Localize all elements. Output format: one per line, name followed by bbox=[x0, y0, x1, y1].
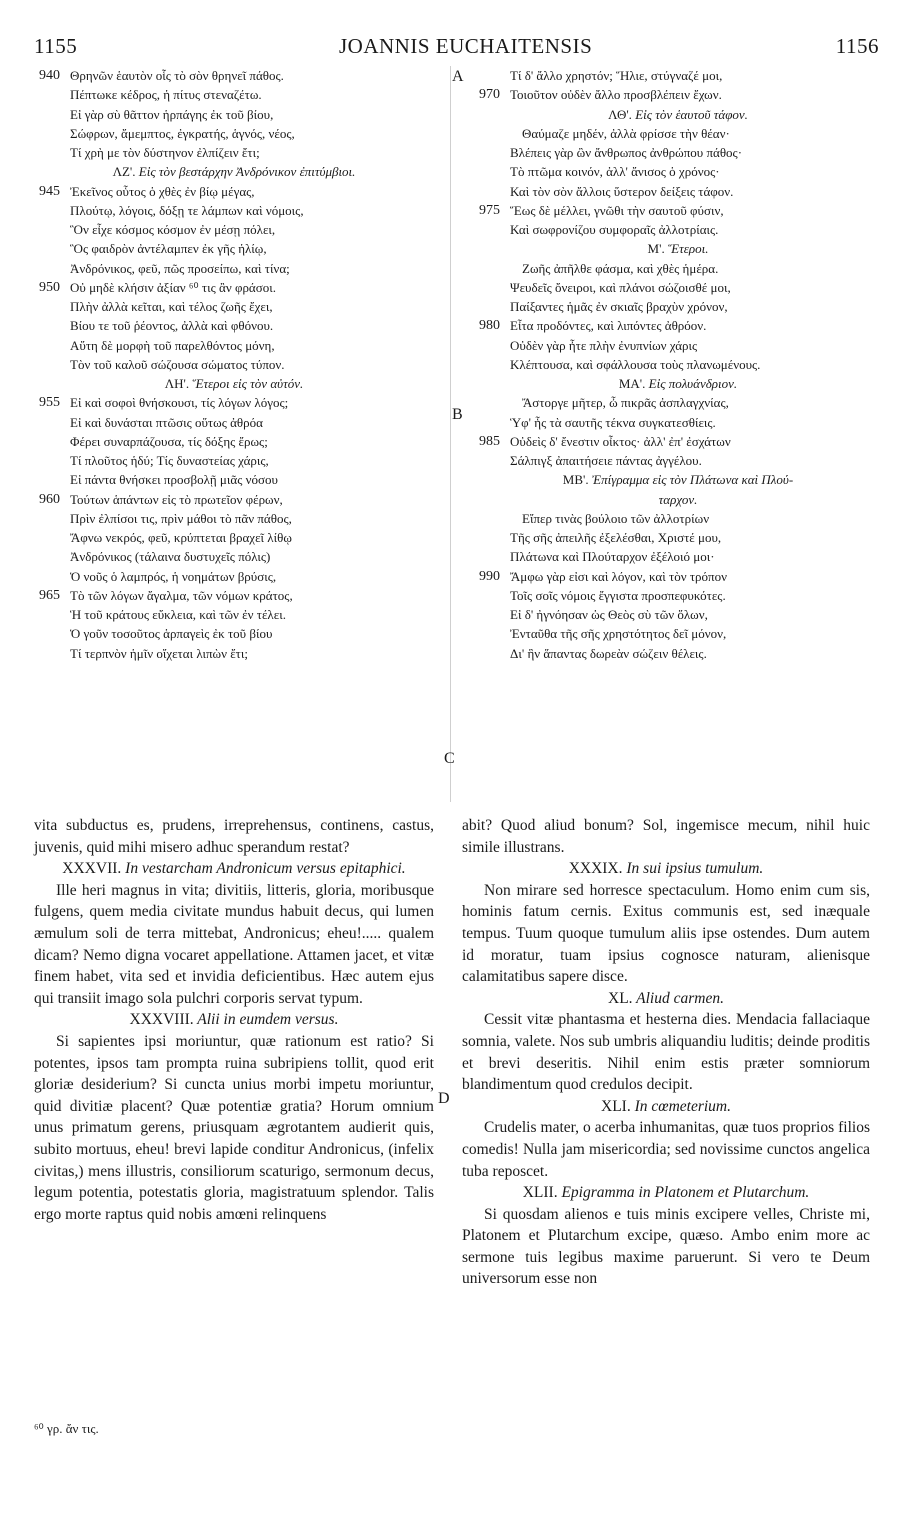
line-number: 945 bbox=[39, 183, 60, 199]
verse-text: Θρηνῶν ἑαυτὸν οἷς τὸ σὸν θρηνεῖ πάθος. bbox=[70, 68, 284, 83]
verse-line bbox=[28, 586, 440, 605]
verse-text: Τῆς σῆς ἀπειλῆς ἐξελέσθαι, Χριστέ μου, bbox=[510, 530, 722, 545]
latin-column-left bbox=[34, 815, 434, 1225]
verse-text: Ζωῆς ἀπῆλθε φάσμα, καὶ χθὲς ἡμέρα. bbox=[522, 260, 719, 276]
section-number: XXXVIII. bbox=[129, 1011, 194, 1029]
verse-line bbox=[468, 413, 888, 432]
verse-line bbox=[468, 162, 888, 181]
verse-line bbox=[28, 624, 440, 643]
verse-line bbox=[468, 586, 888, 605]
margin-marker-c: C bbox=[444, 750, 455, 767]
verse-heading-number: Μ'. bbox=[647, 241, 665, 257]
verse-heading bbox=[28, 374, 440, 393]
line-number: 940 bbox=[39, 68, 60, 83]
verse-text: Ὃν εἶχε κόσμος κόσμον ἐν μέσῃ πόλει, bbox=[70, 222, 276, 237]
verse-line bbox=[28, 201, 440, 220]
running-title: JOANNIS EUCHAITENSIS bbox=[339, 34, 593, 58]
verse-text: Ὁ γοῦν τοσοῦτος ἁρπαγεὶς ἐκ τοῦ βίου bbox=[70, 626, 273, 642]
verse-text: Ἄμφω γὰρ εἰσι καὶ λόγον, καὶ τὸν τρόπον bbox=[510, 568, 727, 584]
verse-text: Εἰ καὶ δυνάσται πτῶσις οὕτως ἀθρόα bbox=[70, 414, 263, 430]
verse-text: Σάλπιγξ ἀπαιτήσειε πάντας ἀγγέλου. bbox=[510, 453, 702, 468]
latin-paragraph: Si sapientes ipsi moriuntur, quæ rationum est ratio? Si potentes, ipsos tam prompta ruina subripiens tollit, quod erit gloriæ desiderium? Si cuncta unius morbi impetu moriuntur, quid divitiæ placent? Quæ potentiæ gratia? Horum omnium unus primatum gerens, priusquam ægrotantem audierit quis, subito mortuus, eheu! brevi lapide conditur Andronicus, (infelix civitas,) mens illustris, consiliorum scaturigo, sermonum decus, legum potentia, potestatis gloria, magistratuum splendor. Talis ergo morte raptus quid nobis amœni relinquens bbox=[34, 1032, 434, 1223]
verse-text: Ψευδεῖς ὄνειροι, καὶ πλάνοι σώζοισθέ μοι, bbox=[510, 279, 731, 295]
verse-heading-title: Ἐπίγραμμα εἰς τὸν Πλάτωνα καὶ Πλού- bbox=[591, 472, 794, 488]
section-title: Epigramma in Platonem et Plutarchum. bbox=[561, 1184, 810, 1202]
verse-line bbox=[468, 201, 888, 220]
verse-text: Ἄφνω νεκρός, φεῦ, κρύπτεται βραχεῖ λίθῳ bbox=[70, 530, 292, 545]
verse-text: Ἄστοργε μῆτερ, ὦ πικρᾶς ἀσπλαγχνίας, bbox=[522, 395, 729, 411]
verse-text: Βλέπεις γὰρ ὢν ἄνθρωπος ἀνθρώπου πάθος· bbox=[510, 145, 743, 160]
page-header bbox=[34, 34, 879, 58]
verse-text: Βίου τε τοῦ ῥέοντος, ἀλλὰ καὶ φθόνου. bbox=[70, 318, 274, 334]
verse-line bbox=[468, 509, 888, 528]
section-title: In cœmeterium. bbox=[634, 1097, 731, 1115]
verse-heading bbox=[468, 490, 888, 509]
verse-line bbox=[468, 355, 888, 374]
section-heading bbox=[462, 1182, 870, 1204]
verse-text: Εἴπερ τινὰς βούλοιο τῶν ἀλλοτρίων bbox=[522, 510, 710, 526]
verse-text: Ἀνδρόνικος, φεῦ, πῶς προσείπω, καὶ τίνα; bbox=[70, 260, 290, 276]
page-number-left: 1155 bbox=[34, 34, 78, 58]
verse-line bbox=[468, 220, 888, 239]
section-number: XLII. bbox=[522, 1184, 558, 1202]
line-number: 975 bbox=[479, 202, 500, 218]
section-heading bbox=[34, 858, 434, 880]
verse-line bbox=[28, 490, 440, 509]
verse-line bbox=[28, 509, 440, 528]
verse-heading-title: Εἰς πολυάνδριον. bbox=[648, 376, 738, 391]
page-number-right: 1156 bbox=[835, 34, 879, 58]
verse-line bbox=[28, 124, 440, 143]
margin-marker-a: A bbox=[452, 68, 464, 85]
section-number: XXXIX. bbox=[568, 860, 623, 878]
verse-line bbox=[28, 451, 440, 470]
verse-text: Οὐ μηδὲ κλήσιν ἀξίαν ⁶⁰ τις ἂν φράσοι. bbox=[70, 279, 277, 295]
margin-marker-d: D bbox=[438, 1090, 450, 1107]
section-title: In sui ipsius tumulum. bbox=[626, 860, 764, 878]
verse-line bbox=[468, 605, 888, 624]
verse-heading-number: ΜΒ'. bbox=[562, 472, 589, 488]
section-heading bbox=[462, 1096, 870, 1118]
verse-line bbox=[468, 259, 888, 278]
verse-heading-number: ΛΘ'. bbox=[608, 106, 632, 122]
verse-line bbox=[468, 85, 888, 104]
greek-column-left bbox=[28, 66, 440, 663]
verse-text: Τὸ τῶν λόγων ἄγαλμα, τῶν νόμων κράτος, bbox=[70, 587, 293, 603]
verse-text: Ἐκεῖνος οὗτος ὁ χθὲς ἐν βίῳ μέγας, bbox=[70, 183, 255, 199]
verse-line bbox=[468, 297, 888, 316]
verse-line bbox=[468, 547, 888, 566]
verse-line bbox=[468, 528, 888, 547]
verse-text: Τοῖς σοῖς νόμοις ἔγγιστα προσπεφυκότες. bbox=[510, 587, 726, 603]
verse-text: Εἰ καὶ σοφοὶ θνήσκουσι, τίς λόγων λόγος; bbox=[70, 395, 289, 411]
verse-text: Ἐνταῦθα τῆς σῆς χρηστότητος δεῖ μόνον, bbox=[510, 626, 727, 642]
verse-line bbox=[28, 432, 440, 451]
verse-text: Ὑφ' ἧς τὰ σαυτῆς τέκνα συγκατεσθίεις. bbox=[510, 414, 716, 430]
verse-line bbox=[28, 182, 440, 201]
verse-line bbox=[28, 393, 440, 412]
verse-line bbox=[468, 432, 888, 451]
verse-heading-number: ΜΑ'. bbox=[618, 376, 646, 391]
line-number: 960 bbox=[39, 491, 60, 507]
verse-text: Πλάτωνα καὶ Πλούταρχον ἐξέλοιό μοι· bbox=[510, 549, 715, 565]
verse-text: Εἰ δ' ἠγνόησαν ὡς Θεὸς σὺ τῶν ὅλων, bbox=[510, 607, 708, 622]
verse-text: Τούτων ἁπάντων εἰς τὸ πρωτεῖον φέρων, bbox=[70, 491, 283, 507]
line-number: 950 bbox=[39, 279, 60, 295]
footnote: ⁶⁰ γρ. ἄν τις. bbox=[34, 1421, 99, 1436]
verse-line bbox=[468, 66, 888, 85]
verse-text: Εἰ γὰρ σὺ θᾶττον ἡρπάγης ἐκ τοῦ βίου, bbox=[70, 106, 274, 122]
latin-paragraph: abit? Quod aliud bonum? Sol, ingemisce mecum, nihil huic simile illustrans. bbox=[462, 817, 870, 856]
verse-text: Πλὴν ἀλλὰ κεῖται, καὶ τέλος ζωῆς ἔχει, bbox=[70, 299, 273, 314]
verse-text: Τοιοῦτον οὐδὲν ἄλλο προσβλέπειν ἔχων. bbox=[510, 87, 722, 103]
verse-text: Αὕτη δὲ μορφὴ τοῦ παρελθόντος μόνη, bbox=[70, 337, 275, 353]
verse-text: Οὐδὲν γὰρ ἦτε πλὴν ἐνυπνίων χάρις bbox=[510, 337, 698, 353]
verse-heading bbox=[468, 374, 888, 393]
verse-line bbox=[468, 336, 888, 355]
section-number: XXXVII. bbox=[62, 860, 122, 878]
latin-column-right bbox=[462, 815, 870, 1290]
verse-line bbox=[28, 644, 440, 663]
verse-line bbox=[468, 393, 888, 412]
verse-line bbox=[28, 413, 440, 432]
verse-text: Καὶ τὸν σὸν ἄλλοις ὕστερον δείξεις τάφον. bbox=[510, 183, 734, 199]
verse-line bbox=[468, 143, 888, 162]
verse-text: Τὸ πτῶμα κοινόν, ἀλλ' ἄνισος ὁ χρόνος· bbox=[510, 164, 720, 180]
verse-text: Τί δ' ἄλλο χρηστόν; Ἥλιε, στύγναζέ μοι, bbox=[510, 68, 723, 83]
greek-column-right bbox=[468, 66, 888, 663]
verse-text: Τί χρὴ με τὸν δύστηνον ἐλπίζειν ἔτι; bbox=[70, 145, 260, 160]
verse-heading bbox=[468, 239, 888, 258]
verse-line bbox=[28, 143, 440, 162]
section-title: Aliud carmen. bbox=[636, 989, 724, 1007]
verse-heading-title: ταρχον. bbox=[658, 491, 698, 507]
line-number: 970 bbox=[479, 87, 500, 103]
verse-line bbox=[28, 316, 440, 335]
section-number: XLI. bbox=[601, 1097, 631, 1115]
verse-line bbox=[468, 182, 888, 201]
section-heading bbox=[34, 1009, 434, 1031]
verse-line bbox=[28, 297, 440, 316]
verse-line bbox=[28, 278, 440, 297]
verse-text: Πρὶν ἐλπίσοι τις, πρὶν μάθοι τὸ πᾶν πάθος, bbox=[70, 510, 292, 526]
verse-line bbox=[28, 239, 440, 258]
verse-text: Εἰ πάντα θνήσκει προσβολῇ μιᾶς νόσου bbox=[70, 472, 278, 488]
verse-line bbox=[468, 451, 888, 470]
verse-text: Ἕως δὲ μέλλει, γνῶθι τὴν σαυτοῦ φύσιν, bbox=[510, 202, 724, 218]
verse-text: Τί πλοῦτος ἡδύ; Τίς δυναστείας χάρις, bbox=[70, 453, 269, 468]
verse-text: Ὁ νοῦς ὁ λαμπρός, ἡ νοημάτων βρύσις, bbox=[70, 568, 277, 584]
verse-text: Ἀνδρόνικος (τάλαινα δυστυχεῖς πόλις) bbox=[70, 549, 271, 565]
verse-heading bbox=[468, 105, 888, 124]
section-title: In vestarcham Andronicum versus epitaphici. bbox=[125, 860, 406, 878]
line-number: 965 bbox=[39, 587, 60, 603]
verse-line bbox=[468, 316, 888, 335]
verse-heading-title: Ἕτεροι. bbox=[667, 241, 709, 257]
verse-text: Σώφρων, ἄμεμπτος, ἐγκρατής, ἁγνός, νέος, bbox=[70, 125, 295, 141]
verse-text: Δι' ἣν ἅπαντας δωρεὰν σώζειν θέλεις. bbox=[510, 645, 707, 661]
verse-heading-number: ΛΖ'. bbox=[112, 164, 136, 180]
latin-paragraph: vita subductus es, prudens, irreprehensus, continens, castus, juvenis, quid mihi misero adhuc sperandum restat? bbox=[34, 817, 434, 856]
section-title: Alii in eumdem versus. bbox=[197, 1011, 339, 1029]
verse-text: Εἶτα προδόντες, καὶ λιπόντες ἀθρόον. bbox=[510, 318, 707, 334]
verse-text: Πέπτωκε κέδρος, ἡ πίτυς στεναζέτω. bbox=[70, 87, 262, 103]
section-heading bbox=[462, 858, 870, 880]
verse-line bbox=[28, 336, 440, 355]
verse-text: Τὸν τοῦ καλοῦ σώζουσα σώματος τύπον. bbox=[70, 356, 285, 372]
verse-line bbox=[28, 528, 440, 547]
verse-text: Καὶ σωφρονίζου συμφοραῖς ἀλλοτρίαις. bbox=[510, 222, 719, 237]
latin-paragraph: Crudelis mater, o acerba inhumanitas, quæ tuos proprios filios comedis! Nulla jam misericordia; sed novissime cunctos angelica tuba reposcet. bbox=[462, 1119, 870, 1180]
verse-line bbox=[28, 66, 440, 85]
section-heading bbox=[462, 988, 870, 1010]
line-number: 990 bbox=[479, 568, 500, 584]
verse-line bbox=[468, 124, 888, 143]
column-divider bbox=[450, 66, 451, 802]
line-number: 985 bbox=[479, 433, 500, 449]
verse-text: Θαύμαζε μηδέν, ἀλλὰ φρίσσε τὴν θέαν· bbox=[522, 125, 730, 141]
latin-paragraph: Si quosdam alienos e tuis minis excipere velles, Christe mi, Platonem et Plutarchum excipe, quæso. Ambo enim more ac sermone tuis legibus maxime paruerunt. Si vero te Deum universorum esse non bbox=[462, 1205, 870, 1288]
verse-heading-number: ΛΗ'. bbox=[164, 376, 190, 391]
verse-heading-title: Εἰς τὸν ἑαυτοῦ τάφον. bbox=[635, 106, 748, 122]
verse-text: Τί τερπνὸν ἡμῖν οἴχεται λιπὼν ἔτι; bbox=[70, 645, 249, 661]
verse-text: Ὃς φαιδρὸν ἀντέλαμπεν ἐκ γῆς ἡλίῳ, bbox=[70, 241, 267, 257]
verse-heading-title: Εἰς τὸν βεστάρχην Ἀνδρόνικον ἐπιτύμβιοι. bbox=[138, 164, 356, 180]
verse-heading bbox=[468, 470, 888, 489]
verse-text: Οὐδεὶς δ' ἔνεστιν οἶκτος· ἀλλ' ἐπ' ἐσχάτων bbox=[510, 433, 731, 449]
line-number: 955 bbox=[39, 395, 60, 411]
verse-text: Κλέπτουσα, καὶ σφάλλουσα τοὺς πλανωμένους. bbox=[510, 356, 761, 372]
verse-heading bbox=[28, 162, 440, 181]
verse-line bbox=[28, 605, 440, 624]
verse-line bbox=[28, 105, 440, 124]
latin-paragraph: Ille heri magnus in vita; divitiis, litteris, gloria, moribusque fulgens, quem media civitate mundus habuit decus, qui lumen æmulum soli de terra mittebat, Andronicus; eheu!..... qualem dicam? Nemo digna vocaret appellatione. Attamen jacet, et vitæ finem habet, vita sed et invidia deficientibus. Hæc autem ejus qui transiit imago sola pulchri corporis servat typum. bbox=[34, 881, 434, 1007]
verse-line bbox=[28, 567, 440, 586]
verse-line bbox=[28, 259, 440, 278]
verse-line bbox=[468, 567, 888, 586]
verse-line bbox=[28, 355, 440, 374]
section-number: XL. bbox=[608, 989, 633, 1007]
verse-text: Παίξαντες ἡμᾶς ἐν σκιαῖς βραχὺν χρόνον, bbox=[510, 299, 728, 314]
verse-text: Φέρει συναρπάζουσα, τίς δόξης ἔρως; bbox=[70, 433, 268, 449]
verse-line bbox=[468, 278, 888, 297]
verse-line bbox=[28, 85, 440, 104]
verse-line bbox=[468, 644, 888, 663]
verse-line bbox=[468, 624, 888, 643]
margin-marker-b: B bbox=[452, 406, 463, 423]
verse-line bbox=[28, 470, 440, 489]
latin-paragraph: Cessit vitæ phantasma et hesterna dies. Mendacia fallaciaque somnia, valete. Nos sub umbris aliquandiu luditis; deinde proditis et brevi deseritis. Nihil enim estis præter somniorum blandimentum quod credulos decipit. bbox=[462, 1011, 870, 1094]
verse-line bbox=[28, 220, 440, 239]
latin-paragraph: Non mirare sed horresce spectaculum. Homo enim cum sis, hominis fatum cernis. Exitus communis est, sed inæquale tempus. Tuum quoque tumulum aliis ipse ostendes. Dum autem id moratur, tuam ipsius cognosce naturam, alienisque calamitatibus sapere disce. bbox=[462, 881, 870, 986]
verse-line bbox=[28, 547, 440, 566]
verse-text: Πλούτῳ, λόγοις, δόξῃ τε λάμπων καὶ νόμοις, bbox=[70, 202, 304, 218]
line-number: 980 bbox=[479, 318, 500, 334]
verse-heading-title: Ἕτεροι εἰς τὸν αὐτόν. bbox=[192, 376, 304, 391]
verse-text: Ἡ τοῦ κράτους εὔκλεια, καὶ τῶν ἐν τέλει. bbox=[70, 607, 286, 622]
